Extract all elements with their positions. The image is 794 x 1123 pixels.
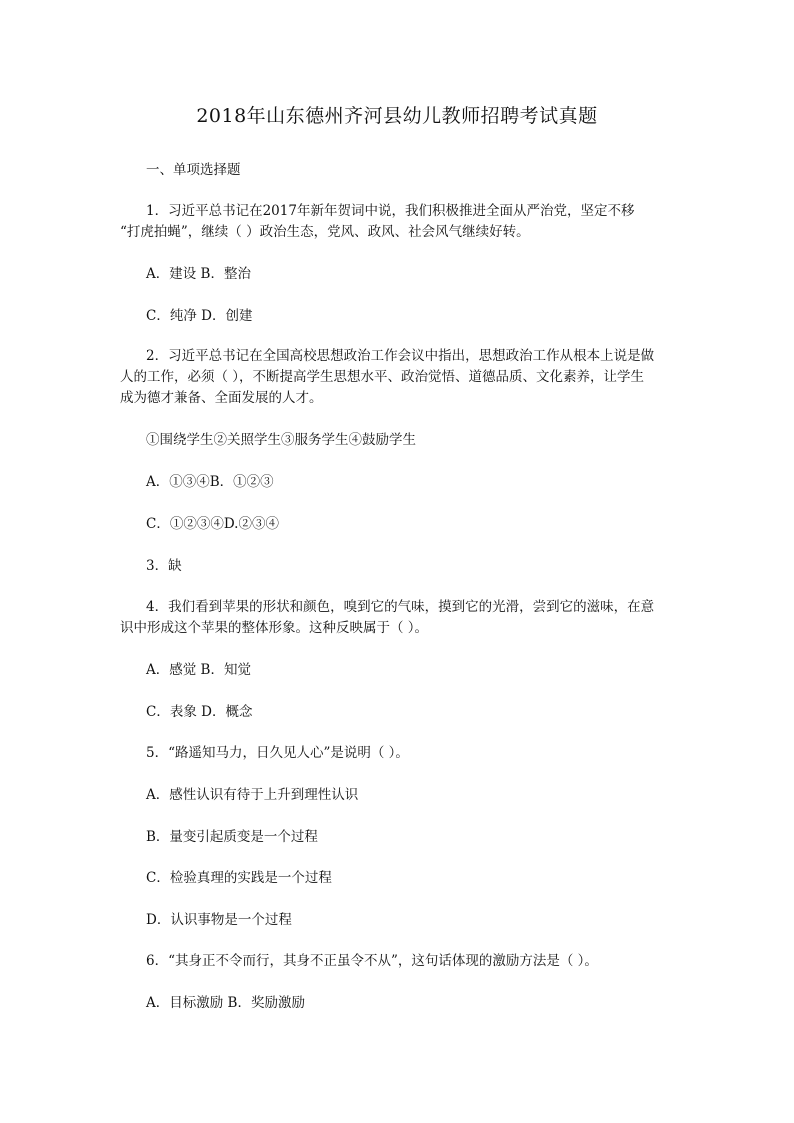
question-4-line-2: 识中形成这个苹果的整体形象。这种反映属于（ ）。 xyxy=(120,620,429,636)
question-4-option-cd: C．表象 D．概念 xyxy=(146,704,253,720)
question-3-stem: 3．缺 xyxy=(146,558,182,574)
question-1-stem xyxy=(120,201,675,243)
question-5-option-a: A．感性认识有待于上升到理性认识 xyxy=(146,787,359,803)
section-heading: 一、单项选择题 xyxy=(146,162,241,178)
question-4-stem xyxy=(120,597,675,639)
question-2-line-3: 成为德才兼备、全面发展的人才。 xyxy=(120,390,323,406)
question-2-option-cd: C．①②③④D.②③④ xyxy=(146,516,279,532)
question-2-sub-line: ①围绕学生②关照学生③服务学生④鼓励学生 xyxy=(146,432,416,448)
question-4-option-ab: A．感觉 B．知觉 xyxy=(146,662,251,678)
question-2-stem xyxy=(120,346,675,409)
question-2-line-1: 2．习近平总书记在全国高校思想政治工作会议中指出，思想政治工作从根本上说是做 xyxy=(146,348,655,364)
question-4-line-1: 4．我们看到苹果的形状和颜色，嗅到它的气味，摸到它的光滑，尝到它的滋味，在意 xyxy=(146,599,655,615)
question-5-stem: 5．“路遥知马力，日久见人心”是说明（ ）。 xyxy=(146,745,409,761)
question-1-line-2: “打虎拍蝇”，继续（ ）政治生态，党风、政风、社会风气继续好转。 xyxy=(120,224,530,240)
question-5-option-d: D．认识事物是一个过程 xyxy=(146,912,292,928)
question-6-option-ab: A．目标激励 B．奖励激励 xyxy=(146,995,305,1011)
question-5-option-c: C．检验真理的实践是一个过程 xyxy=(146,870,332,886)
document-title: 2018年山东德州齐河县幼儿教师招聘考试真题 xyxy=(196,105,598,127)
question-1-line-1: 1．习近平总书记在2017年新年贺词中说，我们积极推进全面从严治党，坚定不移 xyxy=(146,203,635,219)
question-2-line-2: 人的工作，必须（ ），不断提高学生思想水平、政治觉悟、道德品质、文化素养，让学生 xyxy=(120,369,645,385)
question-6-stem: 6．“其身正不令而行，其身不正虽令不从”，这句话体现的激励方法是（ ）。 xyxy=(146,953,598,969)
question-1-option-ab: A．建设 B．整治 xyxy=(146,266,251,282)
question-1-option-cd: C．纯净 D．创建 xyxy=(146,308,253,324)
question-5-option-b: B．量变引起质变是一个过程 xyxy=(146,829,318,845)
question-2-option-ab: A．①③④B．①②③ xyxy=(146,474,274,490)
